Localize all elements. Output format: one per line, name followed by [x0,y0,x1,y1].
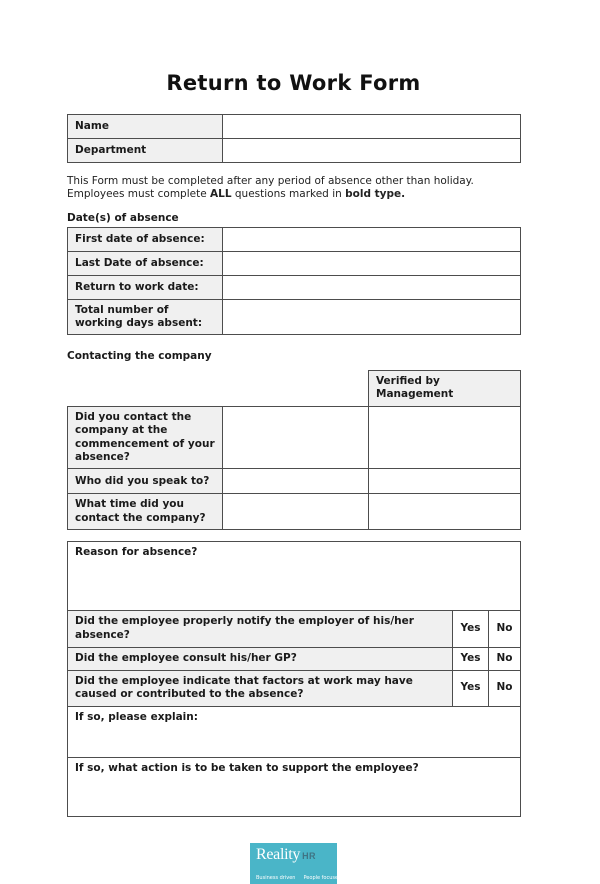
question-notify-employer: Did the employee properly notify the employer of his/her absence? [68,611,453,647]
return-date-label: Return to work date: [68,275,223,299]
verified-header-spacer [68,370,369,406]
table-row [68,469,521,494]
last-date-field[interactable] [223,251,521,275]
first-date-label: First date of absence: [68,227,223,251]
contacting-table [67,370,521,531]
total-days-field[interactable] [223,299,521,334]
explain-field[interactable]: If so, please explain: [68,706,521,757]
what-time-verified-field[interactable] [369,494,521,530]
yes-option[interactable]: Yes [453,611,489,647]
table-row [68,542,521,611]
table-row [68,275,521,299]
logo-tagline-right: People focused [303,874,342,881]
intro-paragraph [67,175,520,201]
yes-option[interactable]: Yes [453,670,489,706]
table-row [68,115,521,139]
table-row [68,406,521,469]
verified-by-management-header: Verified by Management [369,370,521,406]
department-label: Department [68,139,223,163]
table-row [68,227,521,251]
intro-line-1: This Form must be completed after any period of absence other than holiday. [67,175,474,187]
what-time-label: What time did you contact the company? [68,494,223,530]
form-content [67,0,520,884]
logo-brand-text: Reality [256,845,301,863]
table-row [68,494,521,530]
reason-for-absence-field[interactable]: Reason for absence? [68,542,521,611]
identity-table [67,114,521,163]
department-field[interactable] [223,139,521,163]
intro-line2-prefix: Employees must complete [67,187,211,200]
intro-line2-all: ALL [210,187,232,200]
contact-company-verified-field[interactable] [369,406,521,469]
no-option[interactable]: No [489,670,521,706]
logo-tagline-left: Business driven [256,874,296,881]
dates-section-heading: Date(s) of absence [67,211,179,224]
last-date-label: Last Date of absence: [68,251,223,275]
intro-line-2 [67,188,520,201]
reality-hr-logo [250,843,342,884]
table-row [68,611,521,647]
no-option[interactable]: No [489,647,521,670]
table-row [68,670,521,706]
dates-table [67,227,521,335]
logo-tagline [256,874,342,881]
question-consult-gp: Did the employee consult his/her GP? [68,647,453,670]
contact-company-label: Did you contact the company at the commencement of your absence? [68,406,223,469]
action-field[interactable]: If so, what action is to be taken to support the employee? [68,757,521,816]
yes-option[interactable]: Yes [453,647,489,670]
logo-brandline [256,846,331,864]
question-work-factors: Did the employee indicate that factors at work may have caused or contributed to the absence? [68,670,453,706]
contact-company-field[interactable] [223,406,369,469]
name-field[interactable] [223,115,521,139]
review-table [67,541,521,817]
table-row [68,251,521,275]
who-speak-verified-field[interactable] [369,469,521,494]
what-time-field[interactable] [223,494,369,530]
table-row [68,647,521,670]
name-label: Name [68,115,223,139]
total-days-label: Total number of working days absent: [68,299,223,334]
intro-line2-middle: questions marked in [231,187,346,200]
no-option[interactable]: No [489,611,521,647]
who-speak-field[interactable] [223,469,369,494]
table-row [68,299,521,334]
table-row [68,139,521,163]
who-speak-label: Who did you speak to? [68,469,223,494]
page-title: Return to Work Form [166,71,421,95]
table-row [68,370,521,406]
table-row [68,706,521,757]
first-date-field[interactable] [223,227,521,251]
return-date-field[interactable] [223,275,521,299]
table-row [68,757,521,816]
contacting-section-heading: Contacting the company [67,349,212,362]
footer [67,843,520,884]
logo-brand-suffix: HR [302,850,316,861]
intro-line2-boldtype: bold type. [345,187,406,200]
